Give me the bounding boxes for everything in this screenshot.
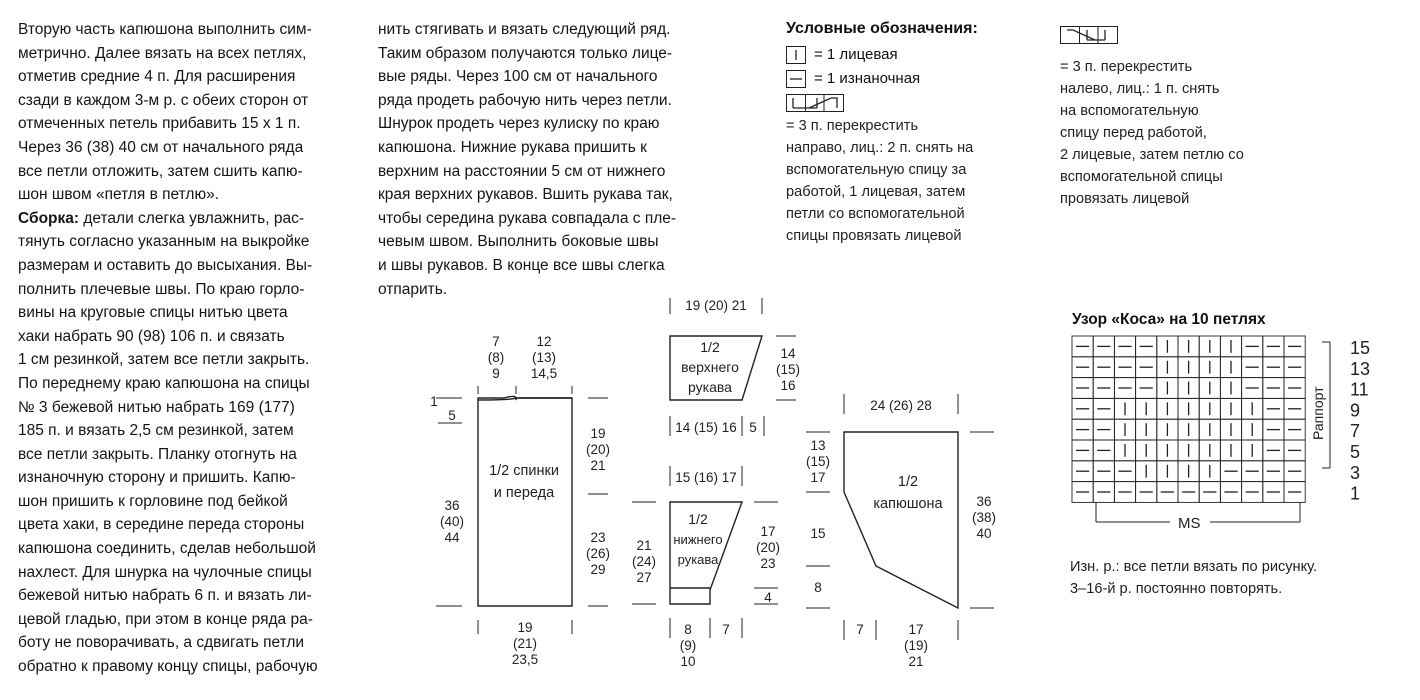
hood-right-1: 36 — [976, 494, 992, 509]
upper-sleeve-bottom-extra: 5 — [749, 420, 757, 435]
col1-assembly-line-3: полнить плечевые швы. По краю горло- — [18, 280, 305, 298]
legend-cross-left — [1060, 42, 1320, 210]
col1-assembly-line-17: цевой гладью, при этом в конце ряда ра- — [18, 610, 313, 628]
cross-left-icon — [1060, 26, 1118, 44]
col2-line-8: края верхних рукавов. Вшить рукава так, — [378, 186, 673, 204]
row-number-3: 3 — [1350, 462, 1361, 483]
legend-title: Условные обозначения: — [786, 20, 978, 37]
col1-assembly-line-13: цвета хаки, в середине переда стороны — [18, 516, 305, 534]
legend-cross-right-line-2: направо, лиц.: 2 п. снять на — [786, 140, 974, 156]
back-label-1: 1/2 спинки — [489, 463, 559, 479]
schematic-diagram — [420, 290, 1060, 690]
upper-sleeve-height-3: 16 — [780, 378, 796, 393]
back-top-left-1: 7 — [492, 334, 500, 349]
back-neck-2: 5 — [448, 408, 456, 423]
back-height-1: 36 — [444, 498, 460, 513]
legend-cross-right-line-1: = 3 п. перекрестить — [786, 118, 919, 134]
back-side-2: (26) — [585, 546, 611, 561]
upper-sleeve-label-1: 1/2 — [700, 339, 720, 355]
back-top-right-1: 12 — [536, 334, 552, 349]
legend-cross-left-line-3: на вспомогательную — [1060, 103, 1199, 119]
back-top-left-3: 9 — [492, 366, 500, 381]
hood-bottom-left: 7 — [856, 622, 864, 637]
back-top-right-2: (13) — [531, 350, 557, 365]
back-armhole-1: 19 — [590, 426, 606, 441]
assembly-label: Сборка: — [18, 209, 80, 227]
legend-knit: = 1 лицевая — [814, 46, 898, 63]
col1-assembly-line-12: шон пришить к горловине под бейкой — [18, 492, 288, 510]
legend-purl: = 1 изнаночная — [814, 70, 921, 87]
upper-sleeve-label-3: рукава — [688, 379, 732, 395]
col1-assembly-line-2: размерам и оставить до высыхания. Вы- — [18, 256, 313, 274]
col1-line-6: Через 36 (38) 40 см от начального ряда — [18, 138, 304, 156]
col1-assembly-line-15: нахлест. Для шнурка на чулочные спицы — [18, 563, 312, 581]
hood-right-3: 40 — [976, 526, 992, 541]
legend-knit-row — [786, 43, 1026, 67]
pattern-note-line-1: Изн. р.: все петли вязать по рисунку. — [1070, 559, 1318, 575]
legend-cross-left-desc — [1060, 56, 1320, 210]
hood-left-mid: 15 — [810, 526, 826, 541]
col1-assembly-line-10: все петли закрыть. Планку отогнуть на — [18, 445, 297, 463]
col2-line-7: верхним на расстоянии 5 см от нижнего — [378, 162, 666, 180]
back-width-2: (21) — [512, 636, 538, 651]
col2-line-2: Таким образом получаются только лице- — [378, 44, 673, 62]
lower-sleeve-bottom-2: (9) — [679, 638, 697, 653]
hood-bottom-2: (19) — [903, 638, 929, 653]
pattern-title: Узор «Коса» на 10 петлях — [1072, 311, 1266, 328]
legend-cross-left-line-1: = 3 п. перекрестить — [1060, 59, 1193, 75]
upper-sleeve-height-1: 14 — [780, 346, 796, 361]
col2-line-11: и швы рукавов. В конце все швы слегка — [378, 256, 665, 274]
row-number-11: 11 — [1350, 379, 1369, 400]
col1-assembly-line-1: тянуть согласно указанным на выкройке — [18, 233, 310, 251]
lower-sleeve-bottom-3: 10 — [680, 654, 696, 669]
col1-assembly-line-16: бежевой нитью набрать 6 п. и вязать ли- — [18, 587, 312, 605]
col1-line-4: сзади в каждом 3-м р. с обеих сторон от — [18, 91, 309, 109]
back-neck-1: 1 — [430, 394, 438, 409]
assembly-first-text: детали слегка увлажнить, рас- — [79, 209, 304, 227]
legend-cross-left-line-7: провязать лицевой — [1060, 191, 1190, 207]
col1-assembly-line-8: № 3 бежевой нитью набрать 169 (177) — [18, 398, 295, 416]
assembly-first-line — [18, 207, 350, 231]
back-height-3: 44 — [444, 530, 460, 545]
col1-assembly-line-14: капюшона соединить, сделав небольшой — [18, 540, 316, 558]
back-armhole-3: 21 — [590, 458, 606, 473]
col2-line-6: капюшона. Нижние рукава пришить к — [378, 138, 647, 156]
text-column-1 — [18, 18, 350, 679]
col1-line-3: отметив средние 4 п. Для расширения — [18, 68, 296, 86]
legend-cross-right-line-5: петли со вспомогательной — [786, 206, 965, 222]
col2-line-12: отпарить. — [378, 280, 448, 298]
lower-sleeve-bottom-1: 8 — [684, 622, 692, 637]
back-width-3: 23,5 — [511, 652, 539, 667]
hood-bottom-3: 21 — [908, 654, 924, 669]
hood-label-1: 1/2 — [897, 474, 919, 490]
back-side-1: 23 — [590, 530, 606, 545]
back-height-2: (40) — [439, 514, 465, 529]
hood-top: 24 (26) 28 — [870, 398, 932, 413]
back-side-3: 29 — [590, 562, 606, 577]
knit-stitch-icon — [786, 46, 806, 64]
lower-sleeve-cuff: 4 — [764, 590, 772, 605]
lower-sleeve-label-1: 1/2 — [688, 511, 708, 527]
col2-line-3: вые ряды. Через 100 см от начального — [378, 68, 658, 86]
row-number-5: 5 — [1350, 442, 1361, 462]
upper-sleeve-height-2: (15) — [775, 362, 801, 377]
lower-sleeve-label-2: нижнего — [673, 532, 723, 547]
col1-assembly-line-5: хаки набрать 90 (98) 106 п. и связать — [18, 327, 285, 345]
pattern-note-line-2: 3–16-й р. постоянно повторять. — [1070, 581, 1283, 597]
col1-assembly-line-6: 1 см резинкой, затем все петли закрыть. — [18, 351, 310, 369]
lower-sleeve-left-2: (24) — [631, 554, 657, 569]
hood-left-top-1: 13 — [810, 438, 826, 453]
pattern-chart — [1060, 330, 1420, 540]
col1-line-1: Вторую часть капюшона выполнить сим- — [18, 21, 312, 38]
col1-line-2: метрично. Далее вязать на всех петлях, — [18, 44, 307, 62]
back-width-1: 19 — [517, 620, 533, 635]
row-number-9: 9 — [1350, 400, 1361, 421]
col1-line-7: все петли отложить, затем сшить капю- — [18, 162, 303, 180]
col2-line-5: Шнурок продеть через кулиску по краю — [378, 115, 660, 133]
hood-left-top-2: (15) — [805, 454, 831, 469]
legend-cross-right-desc — [786, 115, 1026, 247]
legend-cross-left-line-5: 2 лицевые, затем петлю со — [1060, 147, 1244, 163]
col1-assembly-line-7: По переднему краю капюшона на спицы — [18, 374, 310, 392]
back-label-2: и переда — [493, 485, 555, 501]
row-number-1: 1 — [1350, 483, 1361, 504]
col1-assembly-line-18: боту не поворачивать, а сдвигать петли — [18, 634, 305, 652]
legend-cross-right-line-3: вспомогательную спицу за — [786, 162, 967, 178]
col2-line-10: чевым швом. Выполнить боковые швы — [378, 233, 659, 251]
repeat-label: Раппорт — [1310, 386, 1326, 440]
ms-label: MS — [1178, 515, 1201, 532]
legend-cross-right-line-6: спицы провязать лицевой — [786, 228, 962, 244]
lower-sleeve-left-1: 21 — [636, 538, 652, 553]
back-top-right-3: 14,5 — [530, 366, 558, 381]
col1-line-8: шон швом «петля в петлю». — [18, 186, 220, 204]
lower-sleeve-right-2: (20) — [755, 540, 781, 555]
legend-cross-left-line-6: вспомогательной спицы — [1060, 169, 1223, 185]
upper-sleeve-label-2: верхнего — [681, 359, 739, 375]
back-top-left-2: (8) — [487, 350, 505, 365]
lower-sleeve-top: 15 (16) 17 — [675, 470, 737, 485]
purl-stitch-icon — [786, 70, 806, 88]
col1-assembly-line-11: изнаночную сторону и пришить. Капю- — [18, 469, 296, 487]
col1-line-5: отмеченных петель прибавить 15 x 1 п. — [18, 115, 301, 133]
col2-line-1: нить стягивать и вязать следующий ряд. — [378, 21, 671, 38]
row-number-13: 13 — [1350, 358, 1371, 379]
hood-left-top-3: 17 — [810, 470, 826, 485]
hood-bottom-1: 17 — [908, 622, 924, 637]
text-column-2 — [378, 18, 710, 301]
col1-assembly-line-19: обратно к правому концу спицы, рабочую — [18, 658, 318, 676]
legend — [786, 18, 1026, 247]
hood-left-low: 8 — [814, 580, 822, 595]
lower-sleeve-right-3: 23 — [760, 556, 776, 571]
lower-sleeve-left-3: 27 — [636, 570, 652, 585]
col1-assembly-line-4: вины на круговые спицы нитью цвета — [18, 304, 288, 322]
legend-cross-left-line-4: спицу перед работой, — [1060, 125, 1207, 141]
lower-sleeve-bottom-extra: 7 — [722, 622, 730, 637]
upper-sleeve-bottom: 14 (15) 16 — [675, 420, 737, 435]
lower-sleeve-right-1: 17 — [760, 524, 776, 539]
col2-line-9: чтобы середина рукава совпадала с пле- — [378, 209, 677, 227]
row-number-7: 7 — [1350, 421, 1361, 442]
upper-sleeve-top: 19 (20) 21 — [685, 298, 747, 313]
legend-purl-row — [786, 67, 1026, 91]
row-number-15: 15 — [1350, 338, 1371, 358]
legend-cross-left-line-2: налево, лиц.: 1 п. снять — [1060, 81, 1220, 97]
hood-right-2: (38) — [971, 510, 997, 525]
lower-sleeve-label-3: рукава — [677, 552, 719, 567]
legend-cross-right-line-4: работой, 1 лицевая, затем — [786, 184, 966, 200]
col1-assembly-line-9: 185 п. и вязать 2,5 см резинкой, затем — [18, 422, 294, 440]
col2-line-4: ряда продеть рабочую нить через петли. — [378, 91, 672, 109]
pattern-note — [1070, 556, 1400, 600]
hood-label-2: капюшона — [873, 496, 943, 512]
cross-right-icon — [786, 94, 844, 112]
back-armhole-2: (20) — [585, 442, 611, 457]
legend-cross-right-row — [786, 91, 1026, 115]
